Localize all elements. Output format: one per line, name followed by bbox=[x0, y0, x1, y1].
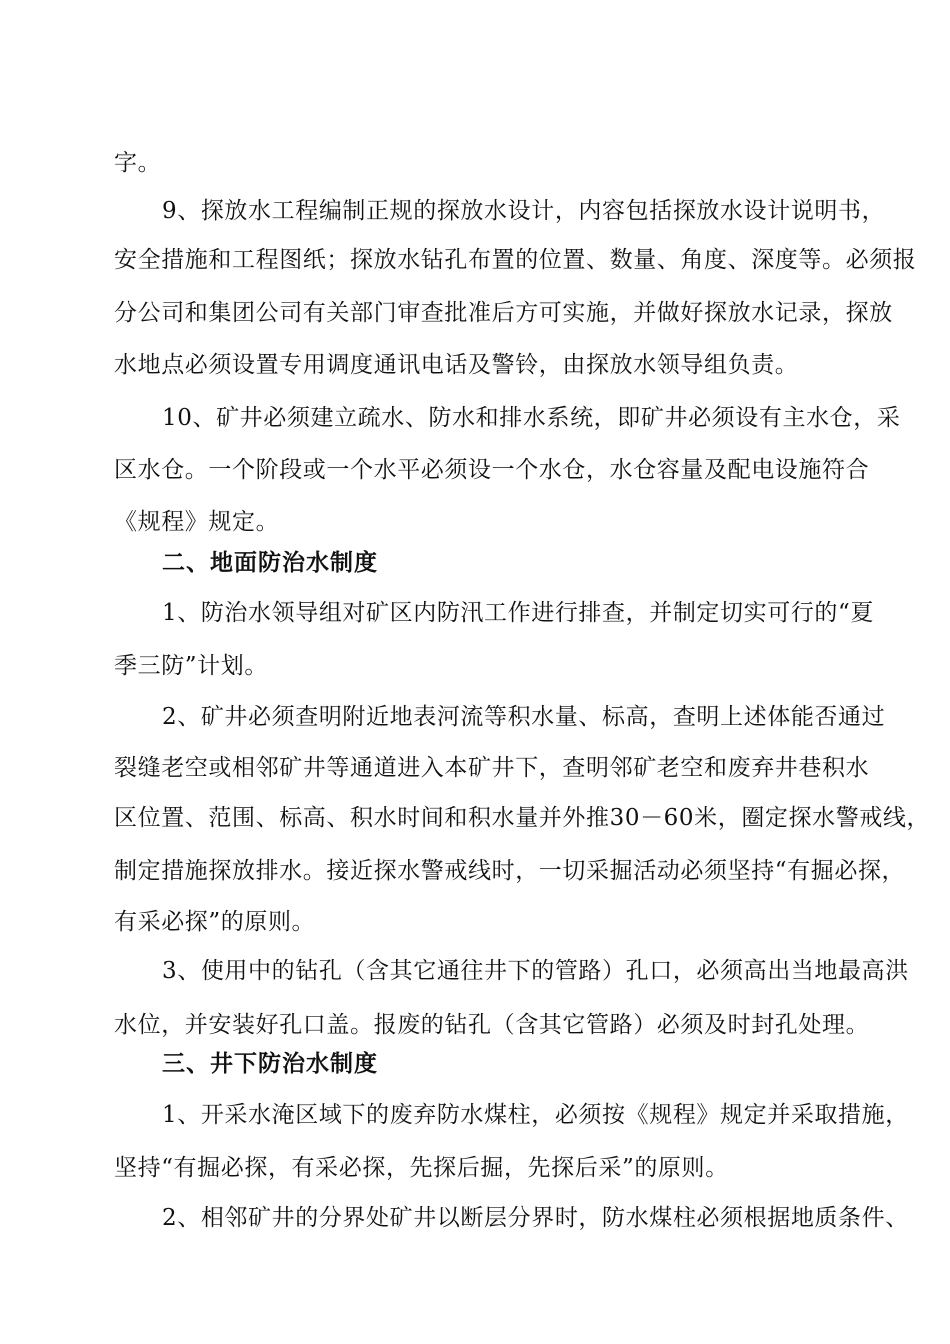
surface-item-3-line-1: 3、使用中的钻孔（含其它通往井下的管路）孔口，必须高出当地最高洪 bbox=[162, 958, 909, 984]
section-heading-surface-water: 二、地面防治水制度 bbox=[162, 550, 378, 576]
underground-item-1-line-1: 1、开采水淹区域下的废弃防水煤柱，必须按《规程》规定并采取措施， bbox=[162, 1102, 909, 1128]
surface-item-1-line-2: 季三防”计划。 bbox=[114, 653, 268, 679]
item-10-line-2: 区水仓。一个阶段或一个水平必须设一个水仓，水仓容量及配电设施符合 bbox=[114, 457, 870, 483]
section-heading-underground-water: 三、井下防治水制度 bbox=[162, 1051, 378, 1077]
surface-item-2-line-2: 裂缝老空或相邻矿井等通道进入本矿井下，查明邻矿老空和废弃井巷积水 bbox=[114, 755, 870, 781]
surface-item-2-line-1: 2、矿井必须查明附近地表河流等积水量、标高，查明上述体能否通过 bbox=[162, 704, 886, 730]
item-9-line-4: 水地点必须设置专用调度通讯电话及警铃，由探放水领导组负责。 bbox=[114, 352, 799, 378]
item-10-line-3: 《规程》规定。 bbox=[114, 509, 280, 535]
surface-item-1-line-1: 1、防治水领导组对矿区内防汛工作进行排查，并制定切实可行的“夏 bbox=[162, 600, 874, 626]
paragraph-continuation-line: 字。 bbox=[114, 150, 162, 176]
item-10-line-1: 10、矿井必须建立疏水、防水和排水系统，即矿井必须设有主水仓，采 bbox=[162, 405, 901, 431]
item-9-line-2: 安全措施和工程图纸；探放水钻孔布置的位置、数量、角度、深度等。必须报 bbox=[114, 247, 917, 273]
item-9-line-3: 分公司和集团公司有关部门审查批准后方可实施，并做好探放水记录，探放 bbox=[114, 300, 893, 326]
underground-item-1-line-2: 坚持“有掘必探，有采必探，先探后掘，先探后采”的原则。 bbox=[114, 1155, 729, 1181]
surface-item-2-line-3: 区位置、范围、标高、积水时间和积水量并外推30－60米，圈定探水警戒线， bbox=[114, 805, 931, 831]
surface-item-2-line-4: 制定措施探放排水。接近探水警戒线时，一切采掘活动必须坚持“有掘必探， bbox=[114, 858, 906, 884]
surface-item-2-line-5: 有采必探”的原则。 bbox=[114, 909, 316, 935]
item-9-line-1: 9、探放水工程编制正规的探放水设计，内容包括探放水设计说明书， bbox=[162, 198, 886, 224]
underground-item-2-line-1: 2、相邻矿井的分界处矿井以断层分界时，防水煤柱必须根据地质条件、 bbox=[162, 1205, 909, 1231]
surface-item-3-line-2: 水位，并安装好孔口盖。报废的钻孔（含其它管路）必须及时封孔处理。 bbox=[114, 1012, 870, 1038]
